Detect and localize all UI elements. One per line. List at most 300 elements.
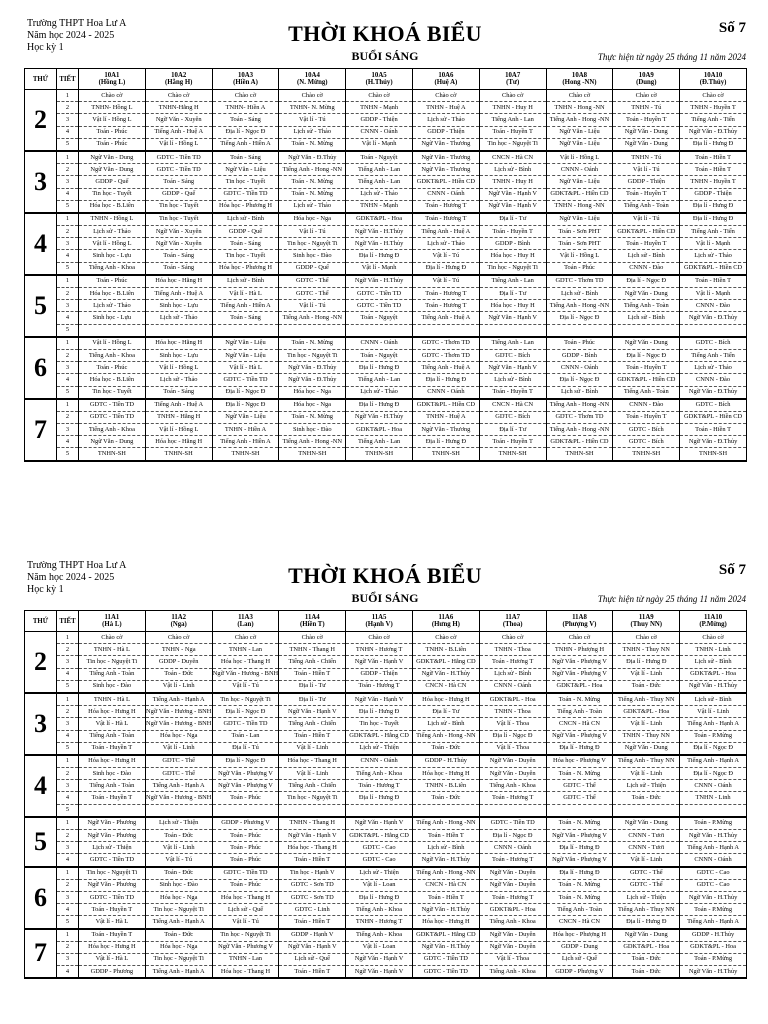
period-number: 4 — [57, 854, 79, 867]
lesson-cell: Hóa học - Hằng H — [145, 337, 212, 350]
lesson-cell: Ngữ Văn - Hương - BNH — [145, 706, 212, 718]
lesson-cell: Chào cờ — [212, 632, 279, 644]
lesson-cell: Vật lí - Linh — [613, 768, 680, 780]
lesson-cell: Địa lí - Ngọc Đ — [546, 312, 613, 324]
table-row — [25, 656, 747, 668]
lesson-cell: Vật lí - Hồng L — [145, 362, 212, 374]
lesson-cell: GDTC - Thế — [613, 879, 680, 891]
period-number: 1 — [57, 867, 79, 880]
class-name: 10A3 — [237, 72, 254, 79]
lesson-cell: GDTC - Bích — [479, 349, 546, 361]
lesson-cell: Chào cờ — [613, 632, 680, 644]
day-cell: 6 — [25, 867, 57, 929]
lesson-cell: Tiếng Anh - Chiến — [279, 780, 346, 792]
table-row — [25, 399, 747, 412]
lesson-cell: Địa lí - Tư — [479, 213, 546, 226]
day-cell: 2 — [25, 632, 57, 693]
lesson-cell: Lịch sử - Thảo — [145, 374, 212, 386]
lesson-cell: CNNN - Oánh — [412, 188, 479, 200]
lesson-cell: TNHN - Huệ A — [412, 102, 479, 114]
lesson-cell: GDDP - Thiện — [346, 668, 413, 680]
lesson-cell: GDTC - Thơm TD — [412, 337, 479, 350]
lesson-cell: Toán - Lan — [212, 730, 279, 742]
period-number: 4 — [57, 730, 79, 742]
lesson-cell: Hóa học - Phượng H — [546, 929, 613, 942]
lesson-cell: Địa lí - Ngọc Đ — [613, 275, 680, 288]
lesson-cell: Hóa học - Nga — [145, 941, 212, 953]
lesson-cell: Hóa học - Hưng H — [79, 706, 146, 718]
lesson-cell: Tiếng Anh - Tiến — [680, 114, 747, 126]
lesson-cell: CNNN - Oánh — [346, 126, 413, 138]
period-column-header: TIẾT — [57, 611, 79, 632]
lesson-cell: GDTC - Cao — [680, 867, 747, 880]
table-row — [25, 200, 747, 213]
lesson-cell: CNNN - Oánh — [479, 842, 546, 854]
period-number: 5 — [57, 916, 79, 929]
lesson-cell: Ngữ Văn - H.Thủy — [412, 904, 479, 916]
period-number: 2 — [57, 411, 79, 423]
homeroom-teacher: (Hưng H) — [431, 621, 460, 628]
lesson-cell: CNNN - Oánh — [546, 362, 613, 374]
table-row — [25, 780, 747, 792]
lesson-cell: Chào cờ — [346, 90, 413, 102]
lesson-cell: Lịch sử - Bình — [680, 693, 747, 706]
class-name: 11A4 — [304, 614, 320, 621]
lesson-cell: GDTC - Tiền TD — [145, 164, 212, 176]
lesson-cell: TNHN- N. Mừng — [279, 102, 346, 114]
day-cell: 3 — [25, 151, 57, 213]
lesson-cell: Ngữ Văn - Duyên — [479, 867, 546, 880]
homeroom-teacher: (Hong -NN) — [562, 79, 597, 86]
lesson-cell: Toán - Sáng — [212, 238, 279, 250]
lesson-cell: GDKT&PL - Hoa — [346, 424, 413, 436]
lesson-cell: Toán - Sáng — [212, 114, 279, 126]
lesson-cell: Vật lí - Tú — [613, 164, 680, 176]
lesson-cell: GDDP - Quế — [145, 188, 212, 200]
lesson-cell: Hóa học - Hưng H — [79, 941, 146, 953]
period-number: 4 — [57, 904, 79, 916]
lesson-cell: GDTC - Tiền TD — [479, 817, 546, 830]
class-name: 10A2 — [171, 72, 187, 79]
lesson-cell: Tiếng Anh - Hạnh A — [145, 780, 212, 792]
class-name: 10A10 — [703, 72, 723, 79]
period-number: 4 — [57, 250, 79, 262]
lesson-cell: CNNN - Oánh — [680, 780, 747, 792]
period-number: 1 — [57, 632, 79, 644]
table-row — [25, 879, 747, 891]
lesson-cell: Tiếng Anh - Hạnh A — [680, 916, 747, 929]
lesson-cell: Toán - Nguyệt — [346, 349, 413, 361]
homeroom-teacher: (N. Mừng) — [297, 79, 328, 86]
period-number: 2 — [57, 768, 79, 780]
period-number: 1 — [57, 817, 79, 830]
lesson-cell: Hóa học - Thang H — [279, 755, 346, 768]
table-row — [25, 867, 747, 880]
lesson-cell: Địa lí - Ngọc Đ — [479, 730, 546, 742]
homeroom-teacher: (Hiền A) — [233, 79, 258, 86]
lesson-cell: Sinh học - Lựu — [145, 300, 212, 312]
lesson-cell: Địa lí - Tư — [479, 424, 546, 436]
lesson-cell: Toán - P.Mừng — [680, 953, 747, 965]
table-row — [25, 126, 747, 138]
lesson-cell: Toán - Huyền T — [79, 904, 146, 916]
lesson-cell: GDTC - Thế — [145, 755, 212, 768]
timetable-number: Số 7 — [718, 20, 746, 36]
lesson-cell: Toán - Đức — [412, 792, 479, 804]
lesson-cell: Ngữ Văn - Dung — [613, 138, 680, 151]
lesson-cell: GDDP - Thiện — [613, 176, 680, 188]
lesson-cell: Tiếng Anh - Lan — [479, 275, 546, 288]
lesson-cell: Toán - Đức — [145, 867, 212, 880]
lesson-cell: Vật lí - Thoa — [479, 718, 546, 730]
lesson-cell: Lịch sử - Bình — [613, 312, 680, 324]
table-row — [25, 904, 747, 916]
lesson-cell: CNCN - Hà CN — [546, 718, 613, 730]
lesson-cell: CNNN - Đào — [613, 262, 680, 275]
lesson-cell: Vật lí - Linh — [145, 842, 212, 854]
lesson-cell: GDKT&PL - Hoa — [613, 941, 680, 953]
lesson-cell: GDKT&PL - Hoa — [680, 668, 747, 680]
lesson-cell: GDTC - Bích — [613, 436, 680, 448]
lesson-cell: Toán - Hương T — [479, 891, 546, 903]
period-number: 1 — [57, 151, 79, 164]
lesson-cell: Ngữ Văn - H.Thủy — [412, 941, 479, 953]
lesson-cell: Toán - Huyền T — [79, 742, 146, 755]
period-number: 3 — [57, 114, 79, 126]
lesson-cell: TNHN - Hương T — [346, 916, 413, 929]
lesson-cell: Lịch sử - Thảo — [412, 238, 479, 250]
table-row — [25, 262, 747, 275]
class-name: 11A2 — [171, 614, 187, 621]
period-number: 3 — [57, 780, 79, 792]
lesson-cell: Vật lí - Linh — [145, 742, 212, 755]
lesson-cell: GDTC - Sơn TD — [279, 891, 346, 903]
lesson-cell: Tiếng Anh - Lan — [346, 374, 413, 386]
lesson-cell: Toán - Hiền T — [279, 854, 346, 867]
table-row — [25, 138, 747, 151]
lesson-cell: Địa lí - Hưng Đ — [346, 792, 413, 804]
lesson-cell: Hóa học - Huy H — [479, 300, 546, 312]
lesson-cell: Ngữ Văn - Hạnh V — [279, 706, 346, 718]
lesson-cell: Vật lí - Hà L — [79, 953, 146, 965]
homeroom-teacher: (Hằng H) — [165, 79, 193, 86]
lesson-cell: Vật lí - Tú — [212, 680, 279, 693]
lesson-cell: CNNN - Tươi — [613, 842, 680, 854]
lesson-cell: CNNN - Oánh — [479, 680, 546, 693]
lesson-cell: TNHN - Phượng H — [546, 644, 613, 656]
lesson-cell: CNNN - Oánh — [346, 337, 413, 350]
period-number: 3 — [57, 424, 79, 436]
lesson-cell: Địa lí - Hưng Đ — [346, 399, 413, 412]
lesson-cell: TNHN - Thuy NN — [613, 730, 680, 742]
table-row — [25, 693, 747, 706]
lesson-cell: Hóa học - Thang H — [212, 656, 279, 668]
lesson-cell: Tiếng Anh - Hiền A — [212, 300, 279, 312]
lesson-cell: Vật lí - Hà L — [79, 916, 146, 929]
class-column-header — [680, 69, 747, 90]
lesson-cell: Tiếng Anh - Tiến — [680, 349, 747, 361]
lesson-cell: GDKT&PL - Hằng CD — [346, 830, 413, 842]
period-number: 4 — [57, 188, 79, 200]
lesson-cell: Tin học - Tuyết — [145, 213, 212, 226]
lesson-cell: GDDP - Phượng V — [546, 966, 613, 979]
lesson-cell: Tin học - Nguyệt Ti — [79, 867, 146, 880]
lesson-cell: GDKT&PL - Hằng CD — [412, 929, 479, 942]
period-number: 3 — [57, 238, 79, 250]
lesson-cell: Tiếng Anh - Toàn — [79, 668, 146, 680]
lesson-cell: GDDP - Duyên — [145, 656, 212, 668]
lesson-cell: Lịch sử - Bình — [412, 842, 479, 854]
period-number: 4 — [57, 374, 79, 386]
lesson-cell: Lịch sử - Thiện — [613, 780, 680, 792]
period-number: 1 — [57, 399, 79, 412]
lesson-cell: Tin học - Tuyết — [212, 250, 279, 262]
lesson-cell: Ngữ Văn - H.Thủy — [680, 830, 747, 842]
school-name: Trường THPT Hoa Lư A — [27, 18, 127, 29]
lesson-cell: TNHN- Hiền A — [212, 102, 279, 114]
lesson-cell: Lịch sử - Quế — [279, 953, 346, 965]
table-row — [25, 250, 747, 262]
lesson-cell: TNHN - Thoa — [479, 644, 546, 656]
lesson-cell: TNHN-SH — [346, 448, 413, 461]
lesson-cell: Ngữ Văn - Dung — [613, 288, 680, 300]
homeroom-teacher: (Tư) — [506, 79, 520, 86]
lesson-cell: Địa lí - Hưng Đ — [680, 138, 747, 151]
lesson-cell: Lịch sử - Quế — [546, 953, 613, 965]
class-name: 11A3 — [238, 614, 253, 621]
lesson-cell: TNHN-SH — [680, 448, 747, 461]
lesson-cell: Lịch sử - Thảo — [79, 300, 146, 312]
lesson-cell: Ngữ Văn - Đ.Thủy — [680, 386, 747, 399]
lesson-cell: Vật lí - Linh — [145, 680, 212, 693]
table-row — [25, 706, 747, 718]
lesson-cell: GDDP - Thiện — [412, 126, 479, 138]
lesson-cell: Toán - Sơn PHT — [546, 238, 613, 250]
table-row — [25, 854, 747, 867]
lesson-cell: CNCN - Hà CN — [412, 879, 479, 891]
lesson-cell: Tiếng Anh - Hạnh A — [145, 693, 212, 706]
lesson-cell: Ngữ Văn - Liệu — [212, 337, 279, 350]
lesson-cell: TNHN - Thoa — [479, 706, 546, 718]
lesson-cell: Địa lí - Hưng Đ — [346, 362, 413, 374]
lesson-cell: Tin học - Nguyệt Ti — [212, 929, 279, 942]
lesson-cell: Địa lí - Hưng Đ — [346, 891, 413, 903]
lesson-cell: Tin học - Tuyết — [79, 386, 146, 399]
lesson-cell: Địa lí - Ngọc Đ — [212, 755, 279, 768]
lesson-cell — [145, 804, 212, 817]
lesson-cell: GDTC - Tiền TD — [212, 188, 279, 200]
timetable-grid — [24, 610, 747, 979]
lesson-cell: Vật lí - Mạnh — [346, 138, 413, 151]
lesson-cell: TNHN - Hà L — [79, 693, 146, 706]
lesson-cell: GDKT&PL - Hiền CD — [613, 226, 680, 238]
lesson-cell: Vật lí - Linh — [613, 718, 680, 730]
period-number: 5 — [57, 262, 79, 275]
lesson-cell: Vật lí - Hà L — [79, 718, 146, 730]
lesson-cell: CNNN - Oánh — [412, 386, 479, 399]
lesson-cell: Sinh học - Đào — [145, 879, 212, 891]
lesson-cell: Chào cờ — [346, 632, 413, 644]
lesson-cell: Ngữ Văn - Xuyên — [145, 238, 212, 250]
class-name: 11A8 — [572, 614, 587, 621]
table-row — [25, 792, 747, 804]
page-title: THỜI KHOÁ BIỂU — [288, 21, 482, 46]
lesson-cell: TNHN - Huyền T — [680, 176, 747, 188]
lesson-cell: Tiếng Anh - Hiền A — [212, 138, 279, 151]
lesson-cell: Toán - Đức — [613, 966, 680, 979]
lesson-cell: GDDP - Dung — [546, 941, 613, 953]
lesson-cell: CNNN - Oánh — [680, 854, 747, 867]
lesson-cell: Chào cờ — [145, 90, 212, 102]
class-name: 10A7 — [505, 72, 521, 79]
lesson-cell: Chào cờ — [546, 632, 613, 644]
lesson-cell: Ngữ Văn - Hạnh V — [346, 693, 413, 706]
lesson-cell: Toán - Sáng — [145, 386, 212, 399]
page-title: THỜI KHOÁ BIỂU — [288, 563, 482, 588]
lesson-cell: CNNN - Đào — [680, 300, 747, 312]
table-row — [25, 730, 747, 742]
lesson-cell: Sinh học - Lựu — [145, 349, 212, 361]
lesson-cell: Lịch sử - Bình — [479, 164, 546, 176]
lesson-cell: Tin học - Tuyết — [145, 200, 212, 213]
table-row — [25, 718, 747, 730]
lesson-cell: Toán - Sáng — [212, 312, 279, 324]
lesson-cell: Toán - Phúc — [79, 275, 146, 288]
day-cell: 7 — [25, 929, 57, 979]
lesson-cell: Ngữ Văn - Liệu — [546, 213, 613, 226]
lesson-cell: Ngữ Văn - Duyên — [479, 929, 546, 942]
lesson-cell: GDKT&PL - Hoa — [479, 693, 546, 706]
lesson-cell: Địa lí - Hưng Đ — [412, 262, 479, 275]
semester: Học kỳ 1 — [27, 42, 64, 53]
lesson-cell: Ngữ Văn - Hạnh V — [479, 200, 546, 213]
lesson-cell: Hóa học - Nga — [279, 213, 346, 226]
lesson-cell: Ngữ Văn - Dung — [79, 151, 146, 164]
lesson-cell: Tiếng Anh - Khoa — [79, 424, 146, 436]
class-column-header — [613, 69, 680, 90]
lesson-cell: Toán - Hương T — [346, 780, 413, 792]
lesson-cell: Tiếng Anh - Hạnh A — [145, 966, 212, 979]
lesson-cell: Toán - Huyền T — [613, 114, 680, 126]
lesson-cell: Toán - N. Mừng — [546, 768, 613, 780]
table-row — [25, 238, 747, 250]
class-name: 11A9 — [638, 614, 654, 621]
lesson-cell: Toán - Đức — [145, 830, 212, 842]
lesson-cell: Toán - Hiền T — [680, 424, 747, 436]
lesson-cell: Toán - Hiền T — [279, 730, 346, 742]
lesson-cell: CNNN - Oánh — [546, 164, 613, 176]
lesson-cell: Hóa học - Hằng H — [145, 436, 212, 448]
lesson-cell: Vật lí - Tú — [145, 854, 212, 867]
lesson-cell: Ngữ Văn - Phượng V — [212, 768, 279, 780]
lesson-cell: Toán - P.Mừng — [680, 904, 747, 916]
lesson-cell: TNHN - Thang H — [279, 817, 346, 830]
lesson-cell: Hóa học - Phương H — [212, 262, 279, 275]
lesson-cell: Toán - N. Mừng — [279, 138, 346, 151]
lesson-cell: Ngữ Văn - Hạnh V — [346, 966, 413, 979]
lesson-cell: Tiếng Anh - Hong -NN — [546, 114, 613, 126]
lesson-cell: Tiếng Anh - Hong -NN — [412, 730, 479, 742]
period-number: 5 — [57, 680, 79, 693]
lesson-cell: Tin học - Nguyệt Ti — [279, 792, 346, 804]
lesson-cell: GDTC - Bích — [680, 399, 747, 412]
lesson-cell: GDKT&PL - Hiền CD — [613, 374, 680, 386]
period-number: 4 — [57, 668, 79, 680]
lesson-cell: Tin học - Hạnh V — [279, 867, 346, 880]
lesson-cell: Toán - Hương T — [479, 656, 546, 668]
lesson-cell: GDDP - Hạnh V — [279, 929, 346, 942]
table-row — [25, 411, 747, 423]
lesson-cell: Toán - Hương T — [479, 854, 546, 867]
lesson-cell: Hóa học - Hằng H — [145, 275, 212, 288]
lesson-cell: GDKT&PL - Hằng CD — [346, 730, 413, 742]
lesson-cell: Ngữ Văn - H.Thủy — [680, 680, 747, 693]
lesson-cell: Ngữ Văn - Phương — [79, 817, 146, 830]
lesson-cell: Tiếng Anh - Khoa — [346, 768, 413, 780]
table-row — [25, 362, 747, 374]
day-column-header: THỨ — [25, 611, 57, 632]
lesson-cell: Tiếng Anh - Hạnh A — [145, 916, 212, 929]
lesson-cell: Chào cờ — [412, 90, 479, 102]
homeroom-teacher: (Thuy NN) — [630, 621, 663, 628]
lesson-cell: Toán - Phúc — [79, 126, 146, 138]
lesson-cell: Ngữ Văn - H.Thủy — [680, 891, 747, 903]
lesson-cell: Lịch sử - Bình — [546, 288, 613, 300]
lesson-cell: Chào cờ — [79, 90, 146, 102]
lesson-cell: TNHN-Hằng H — [145, 102, 212, 114]
lesson-cell: Toán - Hiền T — [412, 891, 479, 903]
lesson-cell: Toán - Hiền T — [680, 164, 747, 176]
lesson-cell: Ngữ Văn - Đ.Thủy — [279, 151, 346, 164]
table-row — [25, 644, 747, 656]
lesson-cell: GDTC - Tiền TD — [346, 300, 413, 312]
homeroom-teacher: (Lan) — [237, 621, 254, 628]
period-number: 5 — [57, 200, 79, 213]
lesson-cell: Sinh học - Lựu — [79, 312, 146, 324]
lesson-cell: Hóa học - Nga — [145, 730, 212, 742]
lesson-cell: TNHN - Lan — [212, 644, 279, 656]
class-column-header — [145, 69, 212, 90]
lesson-cell: Tin học - Tuyết — [212, 176, 279, 188]
timetable-grid — [24, 68, 747, 462]
lesson-cell: Toán - Đức — [613, 792, 680, 804]
lesson-cell: Ngữ Văn - H.Thủy — [346, 275, 413, 288]
lesson-cell: Chào cờ — [546, 90, 613, 102]
lesson-cell — [546, 804, 613, 817]
day-cell: 5 — [25, 817, 57, 867]
lesson-cell: Tiếng Anh - Hong -NN — [279, 436, 346, 448]
table-row — [25, 114, 747, 126]
lesson-cell: TNHN - Hong -NN — [546, 102, 613, 114]
lesson-cell: Tiếng Anh - Lan — [346, 164, 413, 176]
lesson-cell: GDDP - Phương V — [212, 817, 279, 830]
homeroom-teacher: (Hạnh V) — [365, 621, 393, 628]
lesson-cell: TNHN - B.Liên — [412, 780, 479, 792]
lesson-cell: GDTC - Thơm TD — [412, 349, 479, 361]
lesson-cell: Lịch sử - Thiện — [346, 867, 413, 880]
header-row — [25, 69, 747, 90]
lesson-cell: CNNN - Đào — [680, 374, 747, 386]
lesson-cell: Chào cờ — [145, 632, 212, 644]
lesson-cell: Toán - Huyền T — [613, 238, 680, 250]
lesson-cell: GDTC - Bích — [479, 411, 546, 423]
lesson-cell: Toán - P.Mừng — [680, 817, 747, 830]
table-row — [25, 817, 747, 830]
period-number: 5 — [57, 138, 79, 151]
lesson-cell: Sinh học - Đào — [279, 250, 346, 262]
day-cell: 7 — [25, 399, 57, 461]
timetable-number: Số 7 — [718, 562, 746, 578]
